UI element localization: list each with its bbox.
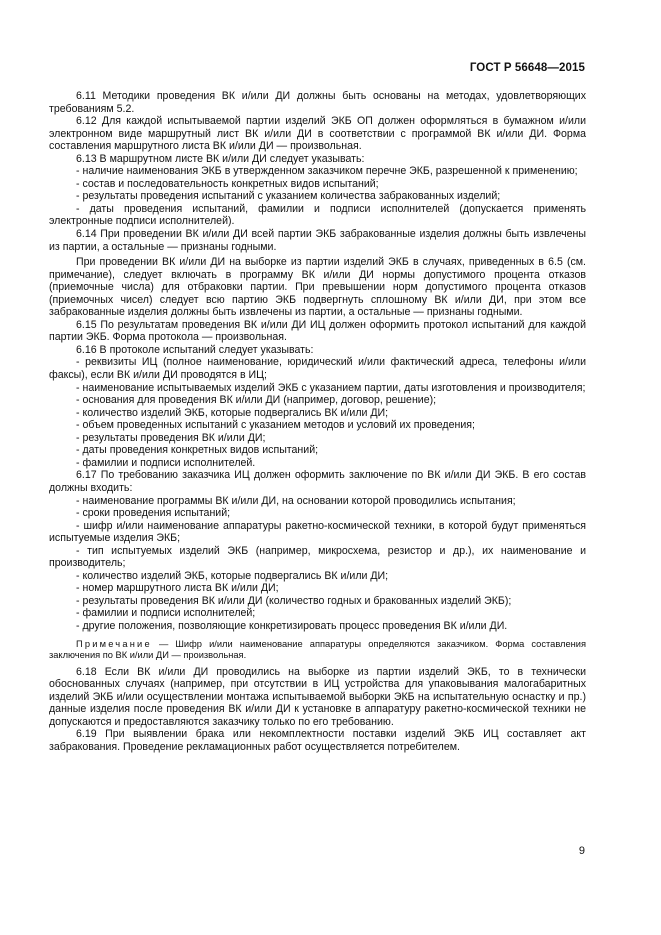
paragraph-6-11: 6.11 Методики проведения ВК и/или ДИ должны быть основаны на методах, удовлетворяющих требованиям 5.2. bbox=[49, 90, 586, 115]
list-item: - наименование программы ВК и/или ДИ, на основании которой проводились испытания; bbox=[76, 494, 516, 507]
paragraph-6-16: 6.16 В протоколе испытаний следует указывать: bbox=[76, 343, 314, 356]
list-item: - номер маршрутного листа ВК и/или ДИ; bbox=[76, 582, 279, 595]
paragraph-6-15: 6.15 По результатам проведения ВК и/или ДИ ИЦ должен оформить протокол испытаний для каждой партии ЭКБ. Форма протокола — произвольная. bbox=[49, 318, 586, 344]
list-item: - количество изделий ЭКБ, которые подвергались ВК и/или ДИ; bbox=[76, 406, 389, 419]
list-item: - объем проведенных испытаний с указанием методов и условий их проведения; bbox=[76, 419, 475, 432]
note-label: Примечание bbox=[76, 638, 152, 649]
list-item: - результаты проведения ВК и/или ДИ; bbox=[76, 431, 266, 444]
paragraph-6-19: 6.19 При выявлении брака или некомплектности поставки изделий ЭКБ ИЦ составляет акт забракования. Проведение рекламационных работ осуществляется потребителем. bbox=[49, 728, 586, 753]
list-item: - количество изделий ЭКБ, которые подвергались ВК и/или ДИ; bbox=[76, 569, 389, 582]
list-item: - другие положения, позволяющие конкретизировать процесс проведения ВК и/или ДИ. bbox=[76, 619, 508, 632]
document-body bbox=[49, 90, 586, 753]
page-number: 9 bbox=[578, 845, 585, 857]
list-item: - шифр и/или наименование аппаратуры ракетно-космической техники, в которой будут применяться испытуемые изделия ЭКБ; bbox=[49, 519, 586, 545]
paragraph-6-14: 6.14 При проведении ВК и/или ДИ всей партии ЭКБ забракованные изделия должны быть извлечены из партии, а остальные — признаны годными. bbox=[49, 228, 586, 253]
paragraph-6-12: 6.12 Для каждой испытываемой партии изделий ЭКБ ОП должен оформляться в бумажном и/или электронном виде маршрутный лист ВК и/или ДИ в соответствии с программой ВК и/или ДИ. Форма составления маршрутного листа ВК и/или ДИ — произвольная. bbox=[49, 115, 586, 153]
list-item: - результаты проведения испытаний с указанием количества забракованных изделий; bbox=[76, 190, 501, 203]
list-item: - реквизиты ИЦ (полное наименование, юридический и/или фактический адреса, телефоны и/или факсы), если ВК и/или ДИ проводятся в ИЦ; bbox=[49, 356, 586, 382]
list-item: - основания для проведения ВК и/или ДИ (например, договор, решение); bbox=[76, 394, 437, 407]
paragraph-6-17: 6.17 По требованию заказчика ИЦ должен оформить заключение по ВК и/или ДИ ЭКБ. В его состав должны входить: bbox=[49, 469, 586, 494]
list-item: - результаты проведения ВК и/или ДИ (количество годных и бракованных изделий ЭКБ); bbox=[76, 594, 512, 607]
paragraph-6-18: 6.18 Если ВК и/или ДИ проводились на выборке из партии изделий ЭКБ, то в технически обоснованных случаях (например, при отсутствии в ИЦ устройства для упаковывания малогабаритных изделий ЭКБ и/или осуществлении монтажа испытываемой выборки ЭКБ на испытательную оснастку и пр.) данные изделия после проведения ВК и/или ДИ к установке в аппаратуру ракетно-космической техники не допускаются и предоставляются заказчику только по его требованию. bbox=[49, 665, 586, 728]
paragraph-6-13: 6.13 В маршрутном листе ВК и/или ДИ следует указывать: bbox=[76, 152, 365, 165]
list-item: - сроки проведения испытаний; bbox=[76, 507, 231, 520]
list-item: - фамилии и подписи исполнителей. bbox=[76, 456, 256, 469]
list-item: - даты проведения конкретных видов испытаний; bbox=[76, 444, 319, 457]
paragraph-6-14-continued: При проведении ВК и/или ДИ на выборке из партии изделий ЭКБ в случаях, приведенных в 6.5 (см. примечание), следует включать в программу ВК и/или ДИ нормы допустимого процента отказов (приемочные числа) для отбраковки партии. При превышении норм допустимого процента отказов (приемочных чисел) следует всю партию ЭКБ подвергнуть сплошному ВК и/или ДИ, при этом все забракованные изделия должны быть извлечены из партии, а остальные — признаны годными. bbox=[49, 256, 586, 319]
list-item: - наличие наименования ЭКБ в утвержденном заказчиком перечне ЭКБ, разрешенной к применению; bbox=[76, 165, 578, 178]
document-header: ГОСТ Р 56648—2015 bbox=[469, 62, 585, 74]
list-item: - состав и последовательность конкретных видов испытаний; bbox=[76, 177, 379, 190]
list-item: - наименование испытываемых изделий ЭКБ с указанием партии, даты изготовления и производителя; bbox=[76, 381, 586, 394]
list-item: - тип испытуемых изделий ЭКБ (например, микросхема, резистор и др.), их наименование и производитель; bbox=[49, 544, 586, 570]
note-text: — Шифр и/или наименование аппаратуры определяются заказчиком. Форма составления заключения по ВК и/или ДИ — произвольная. bbox=[49, 638, 586, 661]
note bbox=[49, 639, 586, 662]
list-item: - даты проведения испытаний, фамилии и подписи исполнителей (допускается применять электронные подписи исполнителей). bbox=[49, 202, 586, 228]
list-item: - фамилии и подписи исполнителей; bbox=[76, 607, 256, 620]
